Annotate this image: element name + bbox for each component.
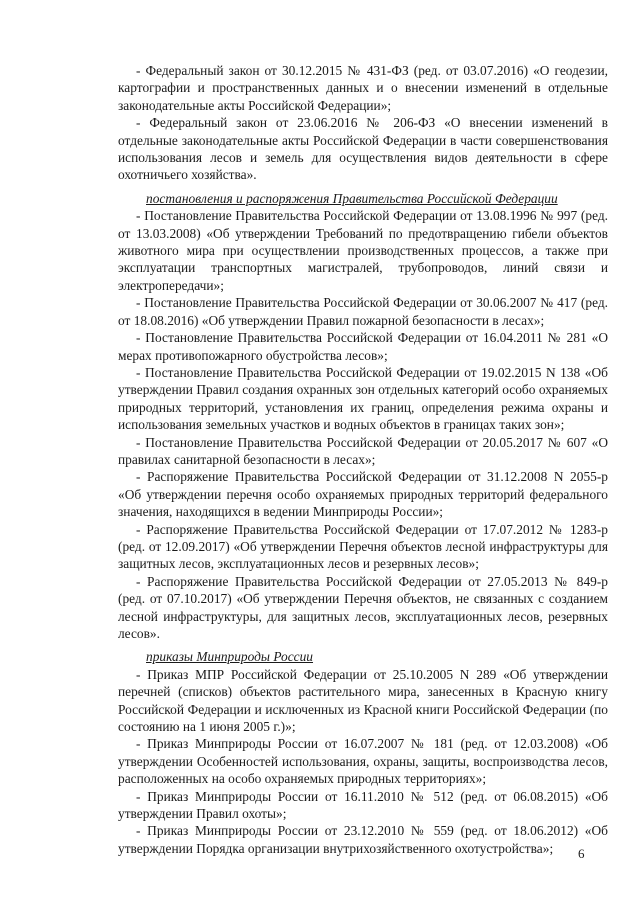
government-act-paragraph: - Распоряжение Правительства Российской Федерации от 31.12.2008 N 2055-р «Об утверждении перечня особо охраняемых природных территорий федерального значения, находящихся в ведении Минприроды России»; — [118, 469, 608, 520]
page-number: 6 — [578, 846, 585, 861]
ministry-order-paragraph: - Приказ Минприроды России от 16.11.2010 № 512 (ред. от 06.08.2015) «Об утверждении Правил охоты»; — [118, 788, 608, 822]
government-act-paragraph: - Постановление Правительства Российской Федерации от 16.04.2011 № 281 «О мерах противопожарного обустройства лесов»; — [118, 330, 608, 363]
government-act-paragraph: - Распоряжение Правительства Российской Федерации от 17.07.2012 № 1283-р (ред. от 12.09.2017) «Об утверждении Перечня объектов лесной инфраструктуры для защитных лесов, эксплуатационных лесов и резервных лесов»; — [118, 521, 608, 572]
ministry-order-paragraph: - Приказ МПР Российской Федерации от 25.10.2005 N 289 «Об утверждении перечней (списков) объектов растительного мира, занесенных в Красную книгу Российской Федерации и исключенных из Красной книги Российской Федерации (по состоянию на 1 июня 2005 г.)»; — [118, 666, 608, 735]
ministry-orders-heading: приказы Минприроды России — [146, 649, 314, 665]
federal-law-paragraph: - Федеральный закон от 30.12.2015 № 431-ФЗ (ред. от 03.07.2016) «О геодезии, картографии и пространственных данных и о внесении изменений в отдельные законодательные акты Российской Федерации»; — [118, 63, 608, 113]
government-act-paragraph: - Постановление Правительства Российской Федерации от 13.08.1996 № 997 (ред. от 13.03.2008) «Об утверждении Требований по предотвращению гибели объектов животного мира при осуществлении производственных процессов, а также при эксплуатации транспортных магистралей, трубопроводов, линий связи и электропередачи»; — [118, 208, 608, 293]
ministry-order-paragraph: - Приказ Минприроды России от 23.12.2010 № 559 (ред. от 18.06.2012) «Об утверждении Порядка организации внутрихозяйственного охотустройства»; — [118, 823, 608, 856]
government-act-paragraph: - Распоряжение Правительства Российской Федерации от 27.05.2013 № 849-р (ред. от 07.10.2017) «Об утверждении Перечня объектов, не связанных с созданием лесной инфраструктуры, для защитных лесов, эксплуатационных лесов, резервных лесов». — [118, 573, 608, 641]
government-act-paragraph: - Постановление Правительства Российской Федерации от 20.05.2017 № 607 «О правилах санитарной безопасности в лесах»; — [118, 434, 608, 467]
government-act-paragraph: - Постановление Правительства Российской Федерации от 30.06.2007 № 417 (ред. от 18.08.2016) «Об утверждении Правил пожарной безопасности в лесах»; — [118, 295, 608, 328]
government-act-paragraph: - Постановление Правительства Российской Федерации от 19.02.2015 N 138 «Об утверждении Правил создания охранных зон отдельных категорий особо охраняемых природных территорий, установления их границ, определения режима охраны и использования земельных участков и водных объектов в границах таких зон»; — [118, 364, 608, 433]
ministry-order-paragraph: - Приказ Минприроды России от 16.07.2007 № 181 (ред. от 12.03.2008) «Об утверждении Особенностей использования, охраны, защиты, воспроизводства лесов, расположенных на особо охраняемых природных территориях»; — [118, 736, 608, 787]
federal-law-paragraph: - Федеральный закон от 23.06.2016 № 206-ФЗ «О внесении изменений в отдельные законодательные акты Российской Федерации в части совершенствования использования лесов и земель для осуществления видов деятельности в сфере охотничьего хозяйства». — [118, 115, 608, 183]
government-acts-heading: постановления и распоряжения Правительства Российской Федерации — [146, 190, 558, 206]
